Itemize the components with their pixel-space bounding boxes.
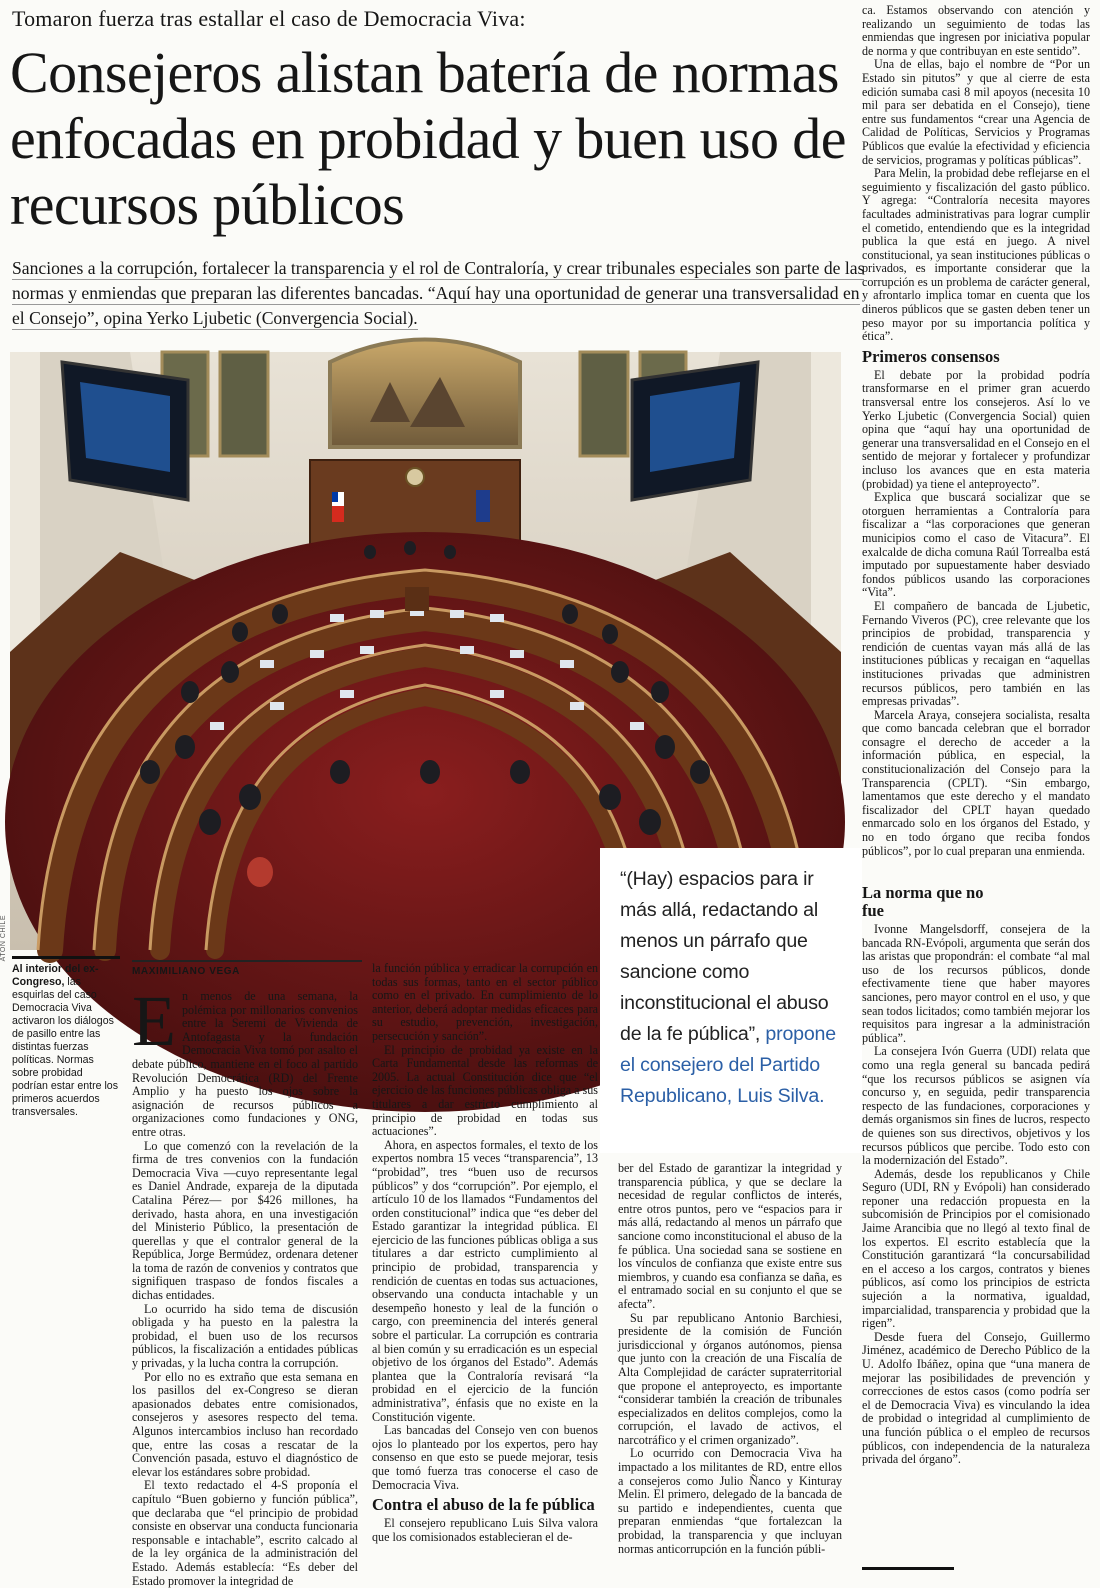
column-4 <box>862 4 1090 880</box>
drop-cap: E <box>132 981 176 1061</box>
paragraph-text: n menos de una semana, la polémica por millonarios convenios entre la Seremi de Vivienda de Antofagasta y la fundación Democracia Viva tomó por asalto el debate público, mantiene en el foco al partido Revolución Democrática (RD) del Frente Amplio y ha puesto los ojos sobre la asignación de recursos públicos a organizaciones como fundaciones y ONG, entre otras. <box>132 989 358 1139</box>
kicker: Tomaron fuerza tras estallar el caso de Democracia Viva: <box>12 6 526 31</box>
paragraph: El texto redactado el 4-S proponía el capítulo “Buen gobierno y función pública”, que declaraba que “el principio de probidad consiste en observar una conducta funcionaria responsable e intachable”, escrito calcado al de la ley orgánica de la administración del Estado. Además establecía: “Es deber del Estado promover la integridad de <box>132 1478 358 1588</box>
column-1 <box>132 981 358 1588</box>
headline: Consejeros alistan batería de normas enfocadas en probidad y buen uso de recursos públicos <box>10 40 846 237</box>
paragraph: Desde fuera del Consejo, Guillermo Jiménez, académico de Derecho Público de la U. Adolfo Ibáñez, opina que “una manera de mejorar las posibilidades de prevención y correcciones de estos casos (como podría ser el de Democracia Viva) es vinculando la idea de probidad o integridad al cumplimiento de una función pública o el empleo de recursos públicos, con independencia de la naturaleza privada del órgano”. <box>862 1329 1090 1467</box>
paragraph: Además, desde los republicanos y Chile Seguro (UDI, RN y Evópoli) han considerado reponer una redacción propuesta en la subcomisión de Principios por el comisionado Jaime Arancibia que no llegó al texto final de los expertos. El escrito establecía que la Constitución garantizará “la concursabilidad en el acceso a los cargos, contratos y bienes públicos, así como los principios de estricta sujeción a la normativa, igualdad, imparcialidad, transparencia y probidad que la rigen”. <box>862 1166 1090 1331</box>
deck-text: Sanciones a la corrupción, fortalecer la transparencia y el rol de Contraloría, y crear tribunales especiales son parte de las normas y enmiendas que preparan las diferentes bancadas. “Aquí hay una oportunidad de generar una transversalidad en el Consejo”, opina Yerko Ljubetic (Convergencia Social). <box>12 258 865 328</box>
byline: MAXIMILIANO VEGA <box>132 960 362 977</box>
paragraph: Para Melin, la probidad debe reflejarse en el seguimiento y fiscalización del gasto público. Y agrega: “Contraloría necesita mayores facultades administrativas para lograr cumplir el cometido, entendiendo que es la integridad publica la que está en juego. A nivel constitucional, ya sean instituciones públicas o privados, es importante considerar que la corrupción es un problema de carácter general, y afrontarlo implica tomar en cuenta que los dineros públicos que se gasten deben tener un peso mayor por su importancia política y ética”. <box>862 166 1090 344</box>
paragraph <box>132 981 358 1140</box>
paragraph: Lo que comenzó con la revelación de la firma de tres convenios con la fundación Democracia Viva —cuyo representante legal es Daniel Andrade, expareja de la diputada Catalina Pérez— por $426 millones, ha derivado, hasta ahora, en una investigación del Ministerio Público, la presentación de querellas y que el contralor general de la República, Jorge Bermúdez, ordenara detener la toma de razón de convenios y contratos que signifiquen traspaso de fondos fiscales a dichas entidades. <box>132 1138 358 1303</box>
subheading-primeros-consensos: Primeros consensos <box>862 346 1000 366</box>
subheading-norma-que-no-fue: La norma que no fue <box>862 883 984 920</box>
column-4-lower <box>862 880 1090 1467</box>
column-2 <box>372 962 598 1544</box>
paragraph: La consejera Ivón Guerra (UDI) relata que como una regla general su bancada pedirá “que los recursos públicos se asignen vía concurso y, en seguida, pedir transparencia respecto de las fundaciones, corporaciones y demás organismos sin fines de lucros, respecto de quienes son sus directivos, objetivos y los recursos públicos que percibe. Todo esto con la modernización del Estado”. <box>862 1044 1090 1168</box>
paragraph: Por ello no es extraño que esta semana en los pasillos del ex-Congreso se dieran apasionados debates entre comisionados, consejeros y asesores respecto del tema. Algunos intercambios incluso han recordado que, entre las cosas a rescatar de la Convención pasada, estuvo el diagnóstico de elevar los estándares sobre probidad. <box>132 1369 358 1479</box>
pull-quote-text <box>620 864 852 1112</box>
paragraph: Ivonne Mangelsdorff, consejera de la bancada RN-Evópoli, argumenta que serán dos las aristas que propondrán: el combate “al mal uso de los recursos públicos, donde efectivamente tiene que haber mayores sanciones, pero mayor control en el uso, y que sean todos licitados; como también mejorar los requisitos para ingresar a la administración pública”. <box>862 922 1090 1045</box>
pull-quote <box>600 848 862 1153</box>
quote-text: “(Hay) espacios para ir más allá, redactando al menos un párrafo que sancione como inconstitucional el abuso de la fe pública”, <box>620 868 829 1045</box>
paragraph: Explica que buscará socializar que se otorguen herramientas a Contraloría para fiscalizar a “las corporaciones que generan municipios como el caso de Vitacura”. El exalcalde de dicha comuna Raúl Torrealba está imputado por supuestamente haber desviado fondos públicos usando las corporaciones “Vita”. <box>862 490 1090 600</box>
column-3 <box>618 1162 842 1556</box>
paragraph: Una de ellas, bajo el nombre de “Por un Estado sin pitutos” y que al cierre de esta edición sumaba casi 8 mil apoyos (necesita 10 mil para ser debatida en el Consejo), tiene entre sus fundamentos “crear una Agencia de Calidad de Políticas, Servicios y Programas Públicos que evalúe la efectividad y eficiencia de servicios, programas y políticas públicas”. <box>862 57 1090 167</box>
paragraph: El debate por la probidad podría transformarse en el primer gran acuerdo transversal entre los consejeros. Así lo ve Yerko Ljubetic (Convergencia Social) quien opina que “aquí hay una oportunidad de generar una transversalidad en el Consejo en el sentido de mejorar y fortalecer y profundizar incluso los avances que en esta materia (probidad) ya tiene el anteproyecto”. <box>862 367 1091 491</box>
subheading-fe-publica: Contra el abuso de la fe pública <box>372 1495 595 1515</box>
paragraph: El compañero de bancada de Ljubetic, Fernando Viveros (PC), cree relevante que los principios de probidad, transparencia y rendición de cuentas vayan más allá de las instituciones públicas y recaigan en “aquellas instituciones privadas que administren recursos públicos, pero también en las empresas privadas”. <box>862 598 1090 709</box>
photo-caption <box>12 956 120 1119</box>
end-rule <box>862 1567 954 1570</box>
paragraph: Lo ocurrido ha sido tema de discusión obligada y ha puesto en la palestra la probidad, el buen uso de los recursos públicos, la fiscalización a entidades públicas y privadas, y la lucha contra la corrupción. <box>132 1301 358 1371</box>
paragraph: la función pública y erradicar la corrupción en todas sus formas, tanto en el sector público como en el privado. En cumplimiento de lo anterior, deberá adoptar medidas eficaces para su estudio, prevención, investigación, persecución y sanción”. <box>372 961 598 1043</box>
paragraph: Las bancadas del Consejo ven con buenos ojos lo planteado por los expertos, pero hay consenso en que esto se puede mejorar, tesis que tomó fuerza tras conocerse el caso de Democracia Viva. <box>372 1423 598 1492</box>
paragraph: Ahora, en aspectos formales, el texto de los expertos nombra 15 veces “transparencia”, 13 “probidad”, tres “buen uso de recursos públicos” y dos “corrupción”. Por ejemplo, el artículo 10 de los llamados “Fundamentos del orden constitucional” indica que “es deber del Estado garantizar la integridad pública. El ejercicio de las funciones públicas obliga a sus titulares a dar estricto cumplimiento al principio de probidad, transparencia y rendición de cuentas en todas sus actuaciones, observando una conducta intachable y un desempeño honesto y leal de la función o cargo, con preeminencia del interés general sobre el particular. La corrupción es contraria al bien común y su erradicación es un especial objetivo de los órganos del Estado”. Además plantea que la Contraloría revisará “la probidad en el ejercicio de la función administrativa”, énfasis que no existe en la Constitución vigente. <box>372 1137 599 1424</box>
caption-text: las esquirlas del caso Democracia Viva activaron los diálogos de pasillo entre las distintas fuerzas políticas. Normas sobre probidad podrían estar entre los primeros acuerdos transversales. <box>12 976 118 1118</box>
caption-bold: Al interior del ex-Congreso, <box>12 963 99 988</box>
paragraph: ca. Estamos observando con atención y realizando un seguimiento de todas las enmiendas que ingresen por iniciativa popular de norma y que contribuyan en este sentido”. <box>862 3 1090 58</box>
paragraph: Lo ocurrido con Democracia Viva ha impactado a los militantes de RD, entre ellos a consejeros como Julio Ñanco y Kinturay Melin. El primero, delegado de la bancada de su partido e independientes, cuenta que preparan enmiendas “que fortalezcan la probidad, la transparencia y que incluyan normas anticorrupción en la función públi- <box>618 1446 842 1556</box>
paragraph: Su par republicano Antonio Barchiesi, presidente de la comisión de Función jurisdiccional y órganos autónomos, piensa que junto con la creación de una Fiscalía de Alta Complejidad de carácter supraterritorial que propone el anteproyecto, es importante “considerar también la creación de tribunales especializados en delitos complejos, como la corrupción, el lavado de activos, el narcotráfico y el crimen organizado”. <box>618 1310 842 1447</box>
quote-attribution: propone el consejero del Partido Republicano, Luis Silva. <box>620 1023 836 1107</box>
deck <box>12 256 868 331</box>
paragraph: El consejero republicano Luis Silva valora que los comisionados establecieran el de- <box>372 1516 598 1544</box>
paragraph: El principio de probidad ya existe en la Carta Fundamental desde las reformas de 2005. La actual Constitución dice que “el ejercicio de las funciones públicas obliga a sus titulares a dar estricto cumplimiento al principio de probidad en todas sus actuaciones”. <box>372 1042 599 1139</box>
photo-credit: ATON CHILE <box>0 915 7 962</box>
paragraph: ber del Estado de garantizar la integridad y transparencia pública, y que se declare la necesidad de regular conflictos de interés, entre otros puntos, pero ve “espacios para ir más allá, redactando al menos un párrafo que sancione como inconstitucional el abuso de la fe pública. Una sociedad sana se sostiene en los vínculos de confianza que existe entre sus miembros, y cuando esa confianza se daña, es el entramado social en su conjunto el que se afecta”. <box>618 1161 842 1311</box>
paragraph: Marcela Araya, consejera socialista, resalta que como bancada celebran que el borrador consagre el derecho de acceder a la información pública, en especial, la constitucionalización del Consejo para la Transparencia (CPLT). “Sin embargo, lamentamos que este derecho y el mandato fiscalizador del CPLT hayan quedado enmarcado solo en los órganos del Estado, y no en todo órgano que reciba fondos públicos”, por lo cual preparan una enmienda. <box>862 707 1090 858</box>
